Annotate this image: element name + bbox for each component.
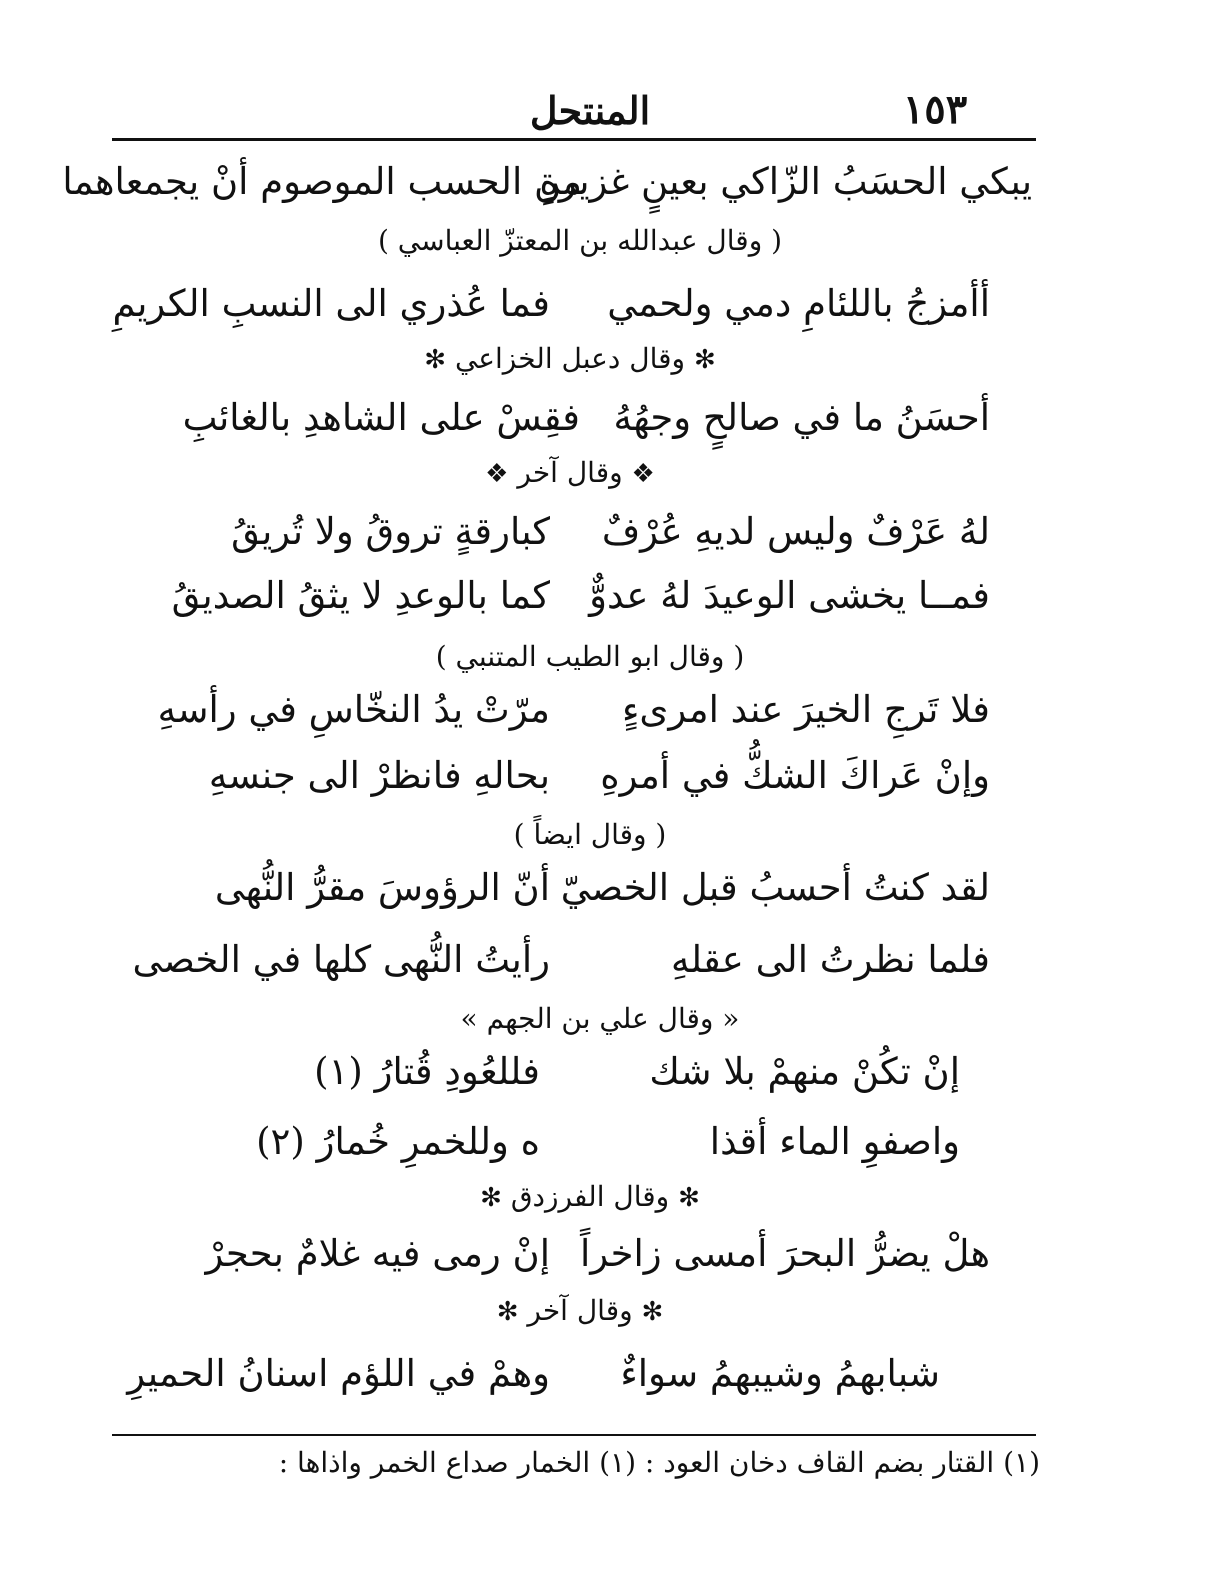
verse-hemistich-left: إنْ رمى فيه غلامٌ بحجرْ — [205, 1232, 550, 1275]
verse-hemistich-left: وهمْ في اللؤم اسنانُ الحميرِ — [127, 1352, 550, 1395]
poet-attribution: « وقال علي بن الجهم » — [460, 1002, 740, 1035]
verse-hemistich-left: فقِسْ على الشاهدِ بالغائبِ — [182, 396, 580, 439]
verse-hemistich-left: من الحسب الموصوم أنْ يجمعاهما — [62, 160, 582, 203]
poet-attribution — [460, 1294, 700, 1327]
verse-hemistich-left: فللعُودِ قُتارُ (١) — [314, 1050, 540, 1093]
star-ornament-icon: ✻ — [641, 1297, 664, 1327]
verse-hemistich-left: كبارقةٍ تروقُ ولا تُريقُ — [231, 510, 550, 553]
attribution-text: وقال الفرزدق — [510, 1180, 670, 1213]
poet-attribution — [410, 1180, 770, 1213]
poet-attribution: ( وقال عبدالله بن المعتزّ العباسي ) — [377, 224, 783, 257]
star-ornament-icon: ✻ — [693, 345, 716, 375]
footnote: (١) القتار بضم القاف دخان العود : (١) الخمار صداع الخمر واذاها : — [278, 1446, 1040, 1479]
header-rule — [112, 138, 1036, 141]
attribution-text: وقال آخر — [527, 1294, 633, 1327]
star-ornament-icon: ✻ — [496, 1297, 519, 1327]
star-ornament-icon: ✻ — [424, 345, 447, 375]
verse-hemistich-left: ه وللخمرِ خُمارُ (٢) — [256, 1120, 540, 1163]
star-ornament-icon: ✻ — [480, 1183, 502, 1213]
poet-attribution: ( وقال ايضاً ) — [513, 818, 667, 851]
diamond-ornament-icon: ❖ — [631, 459, 655, 489]
poet-attribution: ( وقال ابو الطيب المتنبي ) — [435, 640, 745, 673]
verse-hemistich-left: رأيتُ النُّهى كلها في الخصى — [132, 938, 550, 981]
verse-hemistich-right: هلْ يضرُّ البحرَ أمسى زاخراً — [579, 1232, 990, 1275]
running-title: المنتحل — [529, 88, 651, 133]
verse-hemistich-left: بحالهِ فانظرْ الى جنسهِ — [208, 754, 550, 797]
verse-hemistich-left: كما بالوعدِ لا يثقُ الصديقُ — [171, 574, 550, 617]
verse-hemistich-right: أحسَنُ ما في صالحٍ وجهُهُ — [613, 396, 990, 439]
verse-hemistich-right: شبابهمُ وشيبهمُ سواءٌ — [620, 1352, 940, 1395]
poet-attribution — [450, 456, 690, 489]
attribution-text: وقال آخر — [517, 456, 623, 489]
verse-hemistich-left: مرّتْ يدُ النخّاسِ في رأسهِ — [157, 688, 550, 731]
page-number: ١٥٣ — [902, 86, 968, 133]
verse-hemistich-right: لهُ عَرْفٌ وليس لديهِ عُرْفٌ — [601, 510, 990, 553]
poet-attribution — [390, 342, 750, 375]
verse-hemistich-right: وإنْ عَراكَ الشكُّ في أمرهِ — [600, 754, 990, 797]
verse-hemistich-right: يبكي الحسَبُ الزّاكي بعينٍ غزيرةٍ — [539, 160, 1032, 203]
verse-hemistich-right: واصفوِ الماء أقذا — [709, 1120, 960, 1163]
attribution-text: وقال دعبل الخزاعي — [454, 342, 686, 375]
verse-hemistich-right: أأمزجُ باللئامِ دمي ولحمي — [607, 282, 990, 325]
verse-hemistich-right: إنْ تكُنْ منهمْ بلا شك — [649, 1050, 960, 1093]
verse-hemistich-right: فمــا يخشى الوعيدَ لهُ عدوٌّ — [589, 574, 990, 617]
verse-hemistich-right: فلا تَرجِ الخيرَ عند امرىءٍ — [622, 688, 990, 731]
verse-hemistich-right: لقد كنتُ أحسبُ قبل الخصيّ — [560, 866, 990, 909]
verse-hemistich-right: فلما نظرتُ الى عقلهِ — [670, 938, 990, 981]
footnote-rule — [112, 1434, 1036, 1436]
diamond-ornament-icon: ❖ — [485, 459, 509, 489]
star-ornament-icon: ✻ — [678, 1183, 700, 1213]
verse-hemistich-left: فما عُذري الى النسبِ الكريمِ — [112, 282, 550, 325]
verse-hemistich-left: أنّ الرؤوسَ مقرُّ النُّهى — [214, 866, 550, 909]
